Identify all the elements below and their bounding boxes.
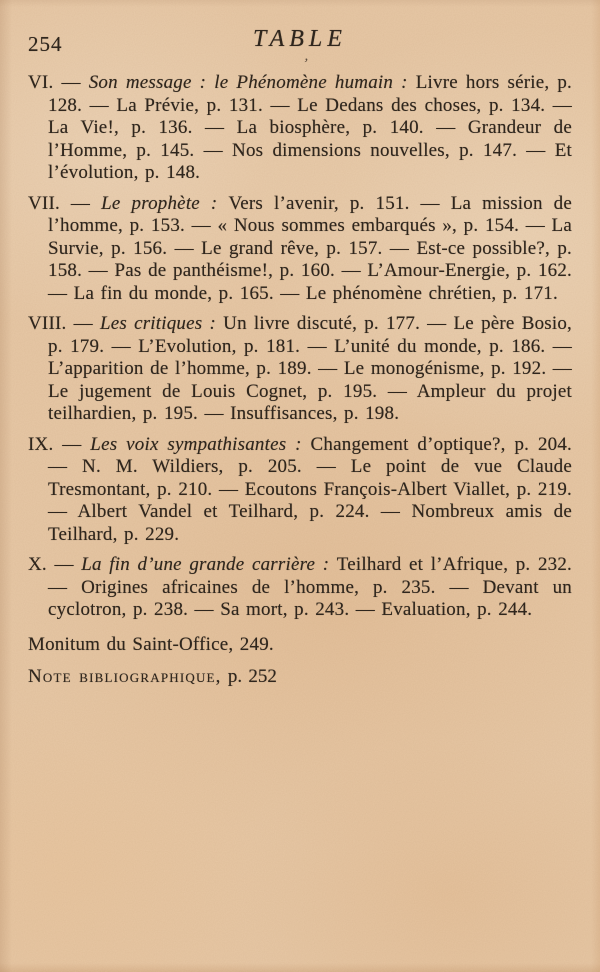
page-title: TABLE	[253, 26, 347, 52]
entry-sections: Vers l’avenir, p. 151. — La mission de l’homme, p. 153. — « Nous sommes embarqués », p. 154. — La Survie, p. 156. — Le grand rêve, p. 157. — Est-ce possible?, p. 158. — Pas de panthéisme!, p. 160. — L’Amour-Energie, p. 162. — La fin du monde, p. 165. — Le phénomène chrétien, p. 171.	[48, 192, 572, 304]
entry-chapter-title: Son message : le Phénomène humain :	[88, 72, 416, 93]
entry-numeral: X. —	[28, 554, 82, 575]
bibliographic-note-line	[28, 665, 572, 688]
entry-chapter-title: Les critiques :	[99, 313, 224, 334]
note-page-ref: p. 252	[221, 665, 277, 687]
page-header	[28, 26, 572, 65]
toc-entry-x	[28, 554, 572, 622]
toc-entry-vi	[28, 72, 572, 185]
entry-sections: Un livre discuté, p. 177. — Le père Bosio, p. 179. — L’Evolution, p. 181. — L’unité du monde, p. 186. — L’apparition de l’homme, p. 189. — Le monogénisme, p. 192. — Le jugement de Louis Cognet, p. 195. — Ampleur du projet teilhardien, p. 195. — Insuffisances, p. 198.	[48, 313, 572, 424]
ink-speck: ,	[303, 47, 310, 65]
entry-numeral: IX. —	[28, 433, 91, 455]
entry-chapter-title: Le prophète :	[101, 192, 229, 214]
entry-numeral: VIII. —	[28, 313, 100, 334]
entry-sections: Teilhard et l’Afrique, p. 232. — Origines africaines de l’homme, p. 235. — Devant un cyclotron, p. 238. — Sa mort, p. 243. — Evaluation, p. 244.	[48, 554, 572, 620]
entry-numeral: VII. —	[28, 192, 102, 214]
entry-chapter-title: La fin d’une grande carrière :	[81, 554, 337, 575]
note-title-smallcaps: Note bibliographique,	[28, 665, 222, 687]
monitum-line: Monitum du Saint-Office, 249.	[28, 633, 274, 655]
toc-entry-viii	[28, 313, 572, 426]
entry-sections: Livre hors série, p. 128. — La Prévie, p. 131. — Le Dedans des choses, p. 134. — La Vie!, p. 136. — La biosphère, p. 140. — Grandeur de l’Homme, p. 145. — Nos dimensions nouvelles, p. 147. — Et l’évolution, p. 148.	[48, 72, 572, 183]
toc-entry-ix	[28, 434, 572, 547]
page-number: 254	[28, 32, 63, 56]
page-content	[28, 26, 572, 688]
entry-chapter-title: Les voix sympathisantes :	[90, 433, 311, 455]
entry-sections: Changement d’optique?, p. 204. — N. M. Wildiers, p. 205. — Le point de vue Claude Tresmontant, p. 210. — Ecoutons François-Albert Viallet, p. 219. — Albert Vandel et Teilhard, p. 224. — Nombreux amis de Teilhard, p. 229.	[48, 433, 573, 545]
entry-numeral: VI. —	[28, 72, 89, 93]
toc-entries	[28, 72, 572, 622]
toc-entry-vii	[28, 193, 572, 306]
